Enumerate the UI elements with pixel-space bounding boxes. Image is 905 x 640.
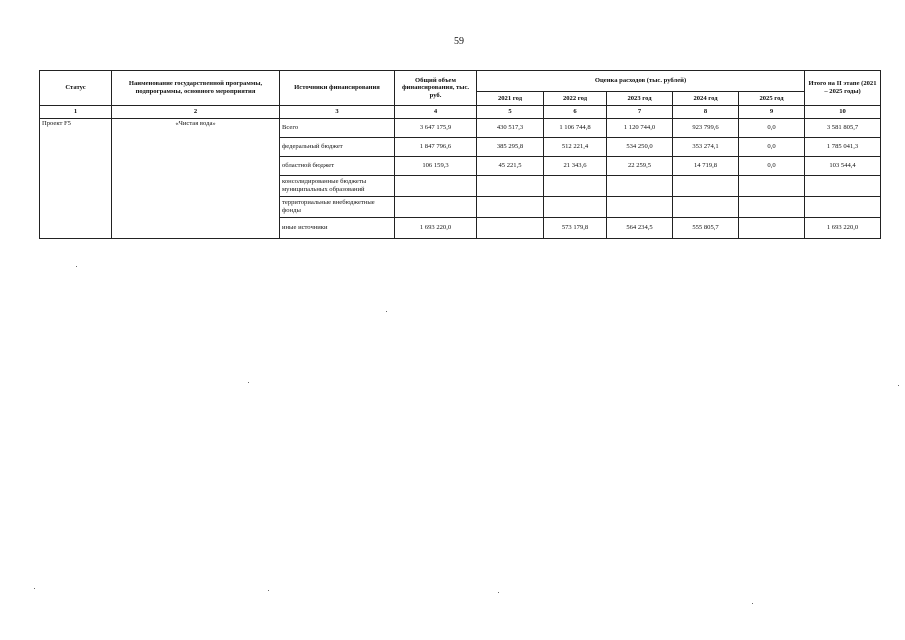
source-label: областной бюджет <box>280 157 395 176</box>
table-row <box>40 119 881 138</box>
header-row <box>40 71 881 92</box>
scan-speck <box>752 603 753 604</box>
column-number: 8 <box>673 106 739 119</box>
header-year: 2021 год <box>477 92 544 106</box>
scan-speck <box>498 592 499 593</box>
header-status: Статус <box>40 71 112 106</box>
source-label: консолидированные бюджеты муниципальных образований <box>280 176 395 197</box>
column-number: 7 <box>607 106 673 119</box>
header-estimate: Оценка расходов (тыс. рублей) <box>477 71 805 92</box>
year-2025-value: 0,0 <box>739 157 805 176</box>
total-value <box>395 176 477 197</box>
year-2022-value: 1 106 744,8 <box>544 119 607 138</box>
header-year: 2024 год <box>673 92 739 106</box>
year-2023-value <box>607 197 673 218</box>
year-2023-value: 1 120 744,0 <box>607 119 673 138</box>
scan-speck <box>386 311 387 312</box>
column-number-row <box>40 106 881 119</box>
scan-speck <box>248 382 249 383</box>
stage-total-value: 1 785 041,3 <box>805 138 881 157</box>
year-2021-value: 385 295,8 <box>477 138 544 157</box>
total-value: 1 693 220,0 <box>395 218 477 239</box>
scan-speck <box>34 588 35 589</box>
year-2024-value: 353 274,1 <box>673 138 739 157</box>
column-number: 5 <box>477 106 544 119</box>
total-value: 3 647 175,9 <box>395 119 477 138</box>
year-2025-value <box>739 197 805 218</box>
year-2023-value: 564 234,5 <box>607 218 673 239</box>
column-number: 1 <box>40 106 112 119</box>
stage-total-value: 103 544,4 <box>805 157 881 176</box>
scan-speck <box>268 590 269 591</box>
header-program-name: Наименование государственной программы, подпрограммы, основного мероприятия <box>112 71 280 106</box>
year-2023-value: 534 250,0 <box>607 138 673 157</box>
total-value: 1 847 796,6 <box>395 138 477 157</box>
source-label: территориальные внебюджетные фонды <box>280 197 395 218</box>
year-2021-value <box>477 176 544 197</box>
year-2024-value: 14 719,8 <box>673 157 739 176</box>
year-2022-value <box>544 197 607 218</box>
year-2025-value: 0,0 <box>739 138 805 157</box>
year-2021-value <box>477 197 544 218</box>
year-2023-value <box>607 176 673 197</box>
year-2022-value: 512 221,4 <box>544 138 607 157</box>
column-number: 9 <box>739 106 805 119</box>
year-2021-value: 430 517,3 <box>477 119 544 138</box>
header-total-volume: Общий объем финансирования, тыс. руб. <box>395 71 477 106</box>
year-2024-value <box>673 197 739 218</box>
page-number: 59 <box>454 36 464 47</box>
project-name: «Чистая вода» <box>112 119 280 239</box>
stage-total-value: 3 581 805,7 <box>805 119 881 138</box>
header-year: 2025 год <box>739 92 805 106</box>
year-2023-value: 22 259,5 <box>607 157 673 176</box>
total-value <box>395 197 477 218</box>
stage-total-value <box>805 176 881 197</box>
scan-speck <box>76 266 77 267</box>
source-label: иные источники <box>280 218 395 239</box>
scan-speck <box>898 385 899 386</box>
column-number: 6 <box>544 106 607 119</box>
budget-table <box>39 70 881 239</box>
project-status: Проект F5 <box>40 119 112 239</box>
stage-total-value <box>805 197 881 218</box>
column-number: 4 <box>395 106 477 119</box>
header-year: 2022 год <box>544 92 607 106</box>
year-2022-value: 21 343,6 <box>544 157 607 176</box>
header-stage-total: Итого на II этапе (2021 – 2025 годы) <box>805 71 881 106</box>
source-label: федеральный бюджет <box>280 138 395 157</box>
year-2022-value: 573 179,8 <box>544 218 607 239</box>
year-2025-value: 0,0 <box>739 119 805 138</box>
year-2025-value <box>739 218 805 239</box>
source-label: Всего <box>280 119 395 138</box>
year-2024-value <box>673 176 739 197</box>
stage-total-value: 1 693 220,0 <box>805 218 881 239</box>
header-sources: Источники финансирования <box>280 71 395 106</box>
column-number: 2 <box>112 106 280 119</box>
year-2024-value: 923 799,6 <box>673 119 739 138</box>
year-2021-value: 45 221,5 <box>477 157 544 176</box>
column-number: 3 <box>280 106 395 119</box>
column-number: 10 <box>805 106 881 119</box>
total-value: 106 159,3 <box>395 157 477 176</box>
year-2024-value: 555 805,7 <box>673 218 739 239</box>
year-2021-value <box>477 218 544 239</box>
header-year: 2023 год <box>607 92 673 106</box>
year-2025-value <box>739 176 805 197</box>
year-2022-value <box>544 176 607 197</box>
